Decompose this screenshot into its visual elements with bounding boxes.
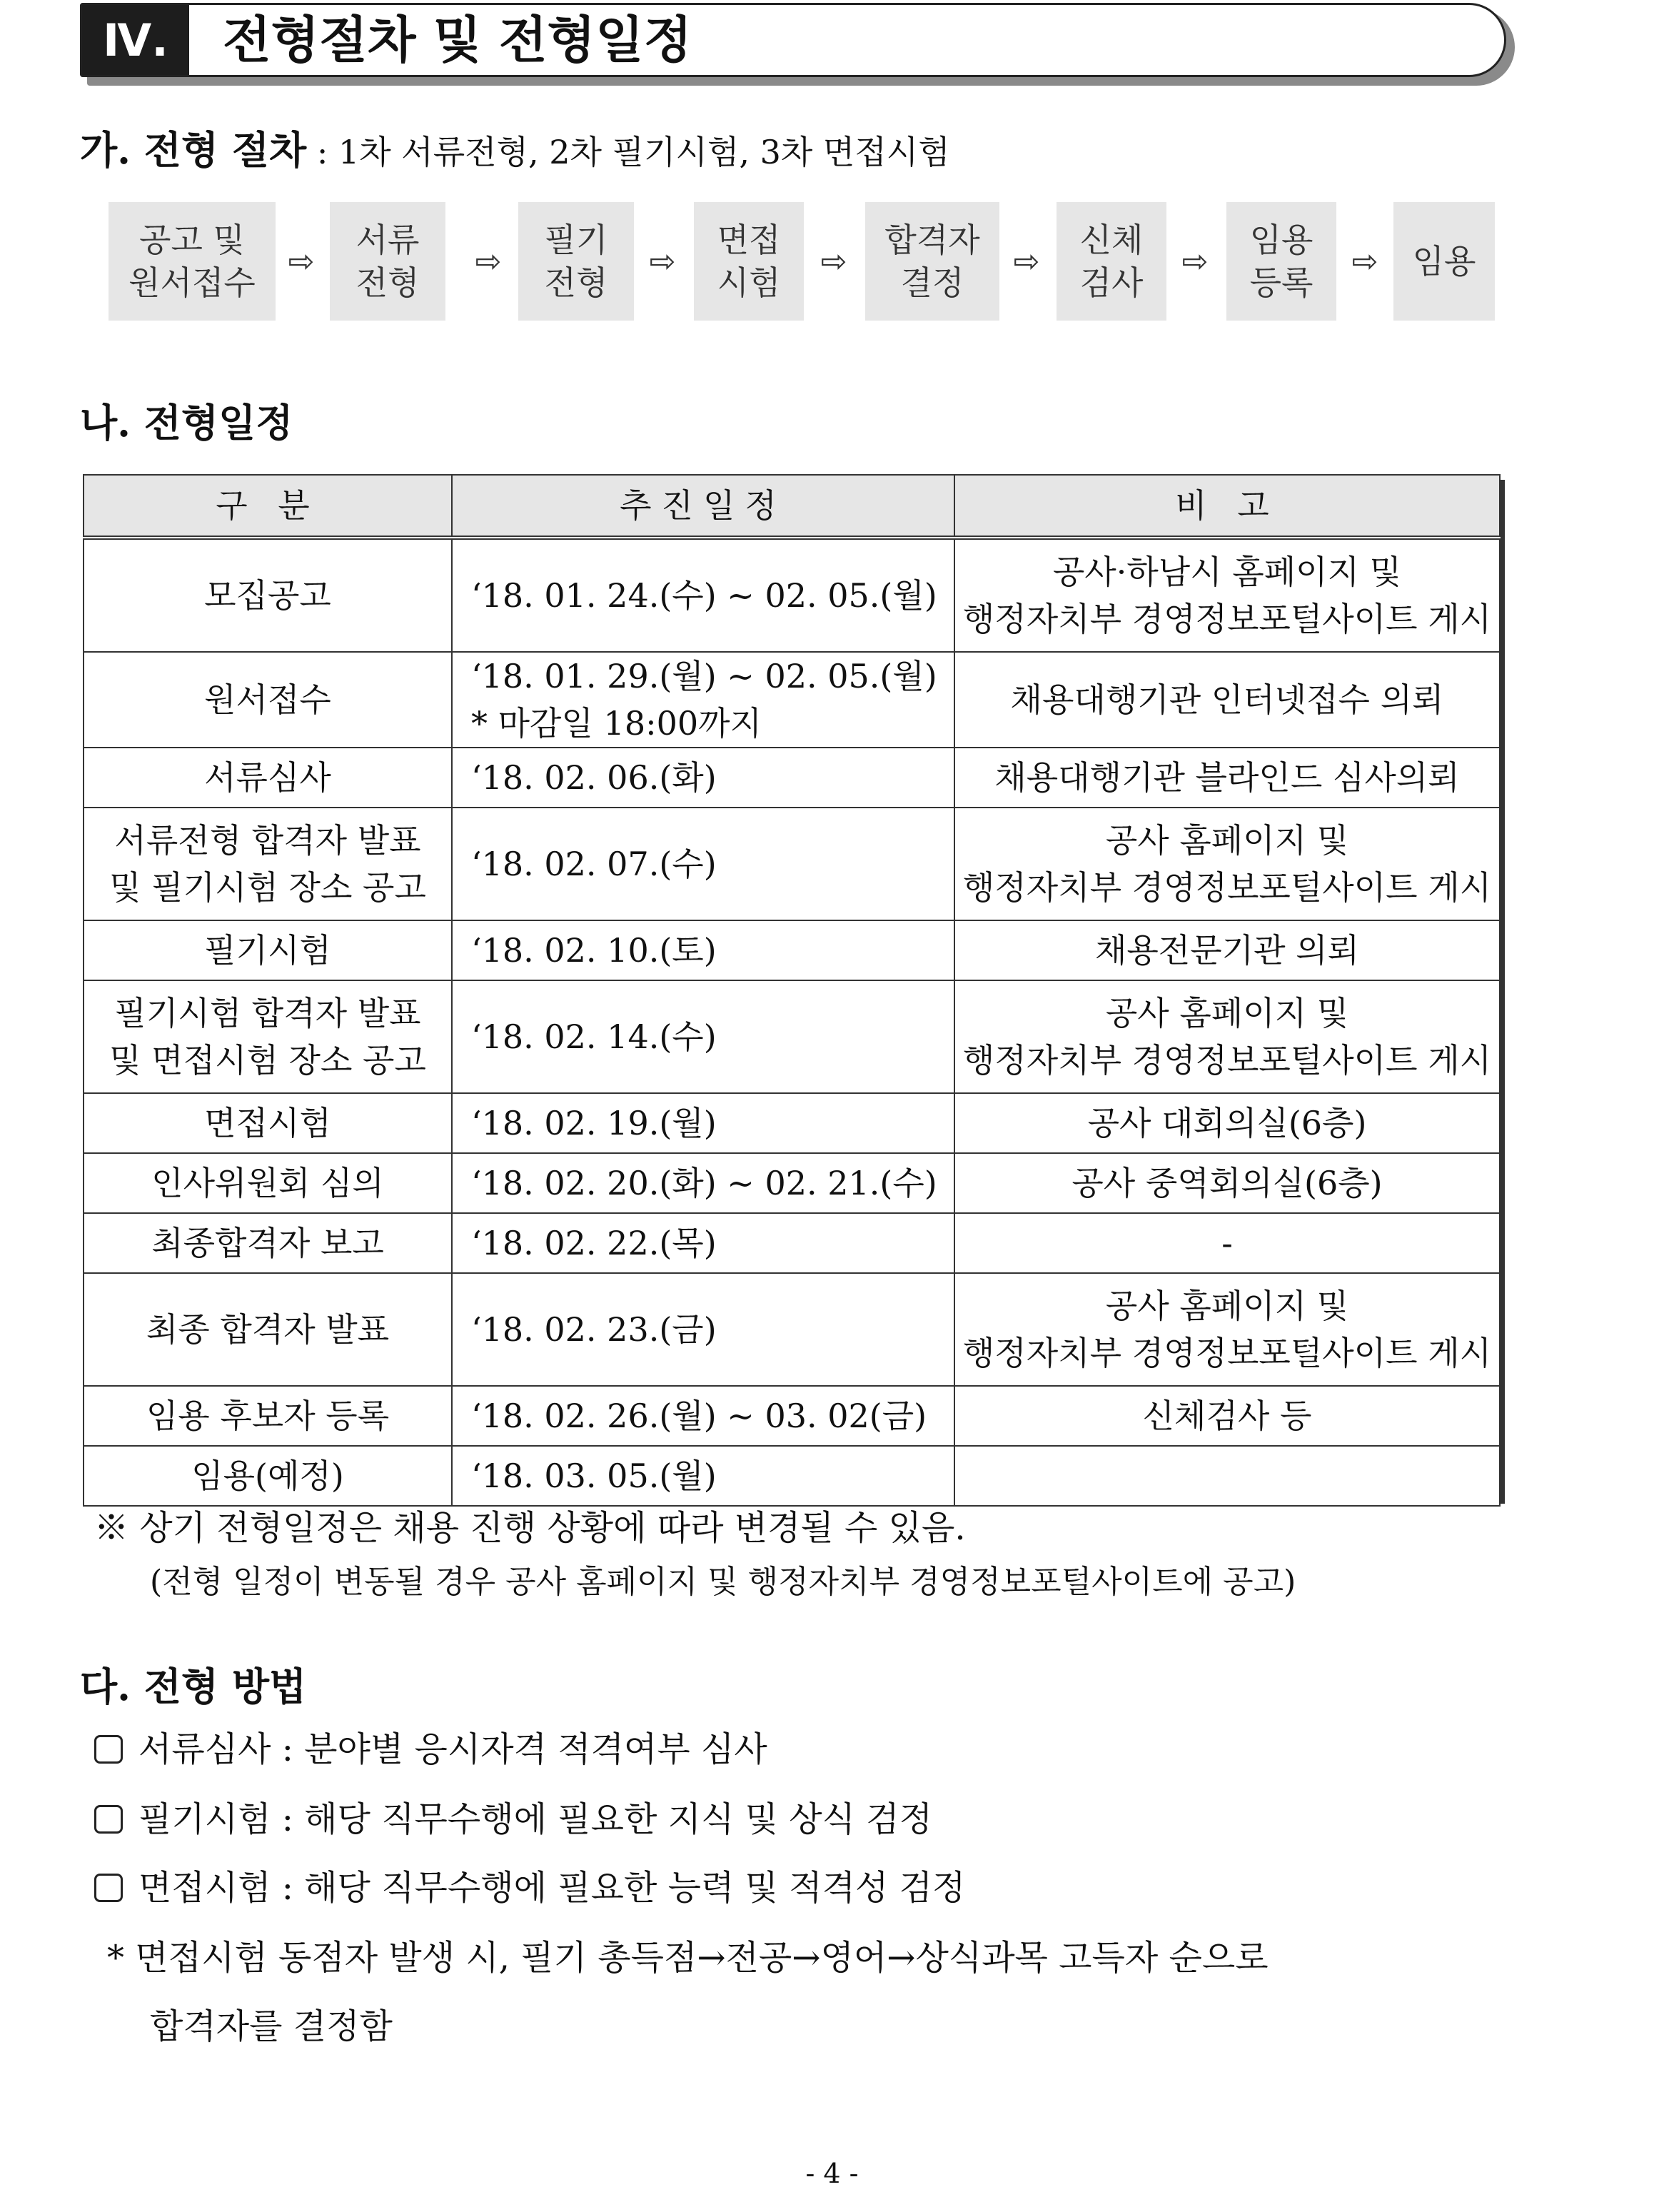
cell-text: ‘18. 02. 19.(월) (471, 1104, 717, 1142)
page-number: - 4 - (805, 2158, 859, 2189)
cell-text: ‘18. 02. 26.(월) ~ 03. 02(금) (471, 1397, 927, 1435)
cell-text: * 마감일 18:00까지 (471, 704, 762, 743)
schedule-note-detail: (전형 일정이 변동될 경우 공사 홈페이지 및 행정자치부 경영정보포털사이트에 공고) (150, 1564, 1296, 1600)
flow-step-1 (109, 202, 276, 321)
cell-text: 및 면접시험 장소 공고 (109, 1041, 426, 1080)
flow-step-line: 임용 (1249, 221, 1313, 259)
flow-step-7 (1226, 202, 1336, 321)
flow-arrow-icon: ⇨ (1181, 243, 1209, 280)
cell-remarks (954, 1093, 1500, 1153)
cell-schedule (452, 1273, 954, 1386)
cell-text: ‘18. 01. 24.(수) ~ 02. 05.(월) (471, 576, 937, 615)
cell-category (84, 1213, 452, 1273)
cell-category (84, 1273, 452, 1386)
flow-step-line: 합격자 (884, 221, 980, 259)
cell-category (84, 1386, 452, 1446)
flow-step-line: 원서접수 (128, 263, 256, 302)
flow-step-2 (330, 202, 445, 321)
cell-text: 및 필기시험 장소 공고 (109, 868, 426, 907)
cell-text: 공사 중역회의실(6층) (1071, 1164, 1383, 1202)
flow-step-line: 검사 (1079, 263, 1144, 302)
schedule-note: ※ 상기 전형일정은 채용 진행 상황에 따라 변경될 수 있음. (94, 1508, 966, 1548)
section-a-label: 가. 전형 절차 (80, 127, 307, 173)
method-item (94, 1866, 965, 1909)
flow-step-line: 공고 및 (139, 221, 245, 259)
cell-schedule (452, 652, 954, 748)
flow-arrow-icon: ⇨ (820, 243, 847, 280)
table-row (84, 808, 1500, 920)
cell-text: 공사 홈페이지 및 (1105, 994, 1349, 1032)
cell-schedule (452, 1093, 954, 1153)
cell-category (84, 1446, 452, 1506)
flow-step-5 (865, 202, 999, 321)
cell-text: 행정자치부 경영정보포털사이트 게시 (962, 1041, 1492, 1080)
flow-arrow-icon: ⇨ (1013, 243, 1040, 280)
col-header-schedule: 추진일정 (452, 475, 954, 538)
cell-text: 최종 합격자 발표 (146, 1310, 390, 1349)
table-row (84, 1386, 1500, 1446)
section-number: Ⅳ. (82, 5, 189, 75)
cell-text: 필기시험 (204, 931, 331, 970)
cell-remarks (954, 1273, 1500, 1386)
cell-text: ‘18. 02. 10.(토) (471, 931, 717, 970)
cell-text: 공사·하남시 홈페이지 및 (1052, 553, 1402, 591)
cell-text: ‘18. 02. 06.(화) (471, 758, 717, 797)
schedule-table (83, 474, 1501, 1507)
cell-remarks (954, 1153, 1500, 1213)
cell-text: 신체검사 등 (1142, 1397, 1312, 1435)
flow-step-line: 등록 (1249, 263, 1313, 302)
method-item (94, 1798, 932, 1841)
col-header-category: 구 분 (84, 475, 452, 538)
section-a-summary: : 1차 서류전형, 2차 필기시험, 3차 면접시험 (306, 133, 950, 171)
cell-text: 임용 후보자 등록 (146, 1397, 390, 1435)
method-text: 필기시험 : 해당 직무수행에 필요한 지식 및 상식 검정 (138, 1799, 932, 1839)
cell-schedule (452, 808, 954, 920)
cell-text: ‘18. 02. 23.(금) (471, 1310, 717, 1349)
flow-step-6 (1057, 202, 1166, 321)
section-b-heading (80, 393, 293, 448)
cell-remarks (954, 1446, 1500, 1506)
flow-step-line: 필기 (544, 221, 608, 259)
cell-category (84, 538, 452, 652)
cell-text: 서류심사 (204, 758, 331, 797)
cell-text: 행정자치부 경영정보포털사이트 게시 (962, 1334, 1492, 1372)
cell-text: ‘18. 02. 20.(화) ~ 02. 21.(수) (471, 1164, 937, 1202)
flow-step-line: 임용 (1412, 242, 1476, 281)
cell-text: ‘18. 02. 07.(수) (471, 845, 717, 883)
cell-text: ‘18. 01. 29.(월) ~ 02. 05.(월) (471, 657, 937, 695)
table-row (84, 652, 1500, 748)
col-header-remarks: 비 고 (954, 475, 1500, 538)
cell-schedule (452, 538, 954, 652)
method-text: 면접시험 : 해당 직무수행에 필요한 능력 및 적격성 검정 (138, 1868, 966, 1908)
cell-remarks (954, 980, 1500, 1093)
cell-schedule (452, 1213, 954, 1273)
cell-schedule (452, 1446, 954, 1506)
cell-category (84, 1153, 452, 1213)
table-row (84, 1446, 1500, 1506)
cell-remarks (954, 1386, 1500, 1446)
cell-text: 인사위원회 심의 (151, 1164, 384, 1202)
section-c-heading (80, 1657, 306, 1711)
cell-category (84, 920, 452, 980)
tiebreak-note: * 면접시험 동점자 발생 시, 필기 총득점→전공→영어→상식과목 고득자 순으로 (107, 1938, 1269, 1978)
method-text: 서류심사 : 분야별 응시자격 적격여부 심사 (138, 1729, 767, 1769)
cell-category (84, 808, 452, 920)
cell-text: ‘18. 03. 05.(월) (471, 1457, 717, 1495)
cell-text: 채용대행기관 블라인드 심사의뢰 (994, 758, 1460, 797)
cell-remarks (954, 1213, 1500, 1273)
cell-text: - (1221, 1224, 1233, 1262)
cell-text: 원서접수 (204, 680, 331, 719)
checkbox-icon (94, 1735, 123, 1764)
table-row (84, 1153, 1500, 1213)
table-row (84, 920, 1500, 980)
flow-step-line: 시험 (717, 263, 781, 302)
cell-text: 필기시험 합격자 발표 (114, 994, 421, 1032)
tiebreak-note-cont: 합격자를 결정함 (150, 2006, 393, 2046)
table-row (84, 980, 1500, 1093)
cell-text: 채용전문기관 의뢰 (1094, 931, 1360, 970)
cell-schedule (452, 1386, 954, 1446)
cell-text: 모집공고 (204, 576, 331, 615)
flow-step-line: 결정 (900, 263, 964, 302)
table-row (84, 1273, 1500, 1386)
cell-text: ‘18. 02. 22.(목) (471, 1224, 717, 1262)
cell-category (84, 748, 452, 808)
cell-remarks (954, 538, 1500, 652)
flow-step-8 (1393, 202, 1495, 321)
table-row (84, 538, 1500, 652)
flow-step-4 (694, 202, 804, 321)
cell-text: 행정자치부 경영정보포털사이트 게시 (962, 868, 1492, 907)
cell-text: 면접시험 (204, 1104, 331, 1142)
flow-arrow-icon: ⇨ (649, 243, 676, 280)
cell-schedule (452, 748, 954, 808)
cell-text: 공사 대회의실(6층) (1087, 1104, 1367, 1142)
cell-text: 최종합격자 보고 (151, 1224, 384, 1262)
cell-schedule (452, 980, 954, 1093)
table-row (84, 1093, 1500, 1153)
cell-remarks (954, 920, 1500, 980)
flow-arrow-icon: ⇨ (288, 243, 315, 280)
flow-step-line: 전형 (356, 263, 420, 302)
cell-remarks (954, 748, 1500, 808)
flow-arrow-icon: ⇨ (1351, 243, 1378, 280)
cell-schedule (452, 920, 954, 980)
flow-step-line: 서류 (356, 221, 420, 259)
cell-text: 행정자치부 경영정보포털사이트 게시 (962, 600, 1492, 638)
flow-step-line: 면접 (717, 221, 781, 259)
section-b-label: 나. 전형일정 (80, 400, 293, 446)
flow-step-3 (518, 202, 634, 321)
flow-arrow-icon: ⇨ (475, 243, 502, 280)
table-row (84, 748, 1500, 808)
checkbox-icon (94, 1874, 123, 1902)
table-row (84, 1213, 1500, 1273)
cell-remarks (954, 808, 1500, 920)
cell-text: 임용(예정) (191, 1457, 344, 1495)
cell-text: 채용대행기관 인터넷접수 의뢰 (1010, 680, 1444, 719)
section-c-label: 다. 전형 방법 (80, 1664, 307, 1709)
flow-step-line: 전형 (544, 263, 608, 302)
cell-schedule (452, 1153, 954, 1213)
cell-text: ‘18. 02. 14.(수) (471, 1017, 717, 1056)
cell-category (84, 1093, 452, 1153)
method-item (94, 1728, 767, 1771)
section-a-heading (80, 120, 950, 175)
cell-category (84, 980, 452, 1093)
cell-text: 공사 홈페이지 및 (1105, 821, 1349, 860)
cell-text: 서류전형 합격자 발표 (114, 821, 421, 860)
cell-text: 공사 홈페이지 및 (1105, 1287, 1349, 1325)
page-title: 전형절차 및 전형일정 (223, 11, 692, 69)
cell-category (84, 652, 452, 748)
flow-step-line: 신체 (1079, 221, 1144, 259)
cell-remarks (954, 652, 1500, 748)
table-header-row (84, 475, 1500, 538)
checkbox-icon (94, 1805, 123, 1834)
